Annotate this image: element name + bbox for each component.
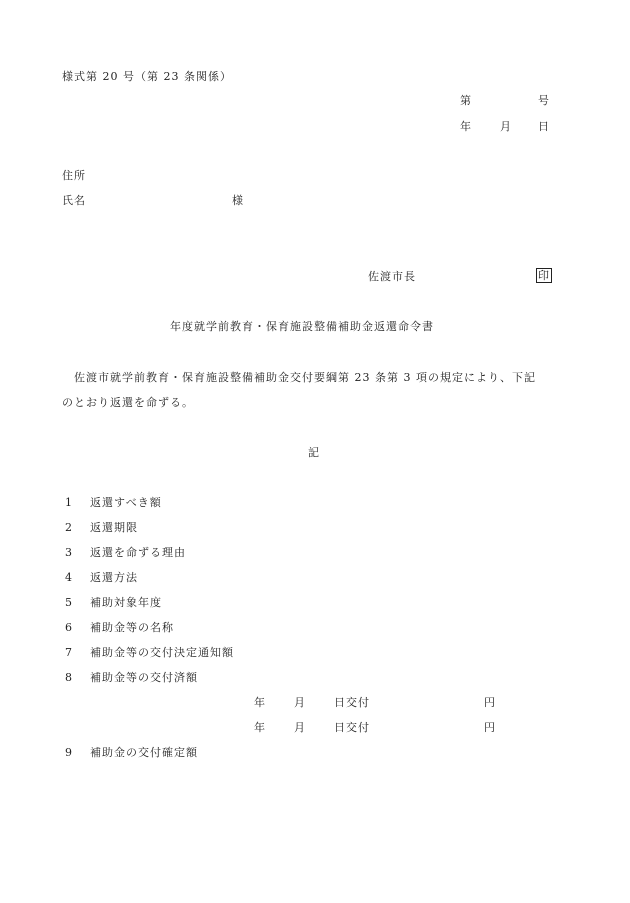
item-label: 補助対象年度 [90, 596, 162, 609]
doc-number-go: 号 [538, 94, 550, 107]
payment-yen: 円 [484, 696, 496, 709]
item-number: 1 [65, 496, 73, 509]
name-label: 氏名 [62, 194, 86, 207]
item-number: 5 [65, 596, 73, 609]
item-number: 9 [65, 746, 73, 759]
item-label: 補助金等の交付済額 [90, 671, 198, 684]
address-label: 住所 [62, 169, 86, 182]
doc-date-day: 日 [538, 120, 550, 133]
body-line-1: 佐渡市就学前教育・保育施設整備補助金交付要綱第 23 条第 3 項の規定により、下記 [74, 371, 536, 384]
item-number: 4 [65, 571, 73, 584]
body-line-2: のとおり返還を命ずる。 [62, 396, 194, 409]
seal-mark [536, 268, 552, 283]
item-label: 補助金等の名称 [90, 621, 174, 634]
form-id: 様式第 20 号（第 23 条関係） [62, 70, 232, 83]
issuer-title: 佐渡市長 [368, 270, 416, 283]
payment-day: 日交付 [334, 721, 370, 734]
payment-month: 月 [294, 721, 306, 734]
item-number: 7 [65, 646, 73, 659]
ki-heading: 記 [308, 446, 320, 459]
payment-year: 年 [254, 696, 266, 709]
item-number: 2 [65, 521, 73, 534]
seal-label: 印 [538, 269, 550, 282]
item-label: 返還方法 [90, 571, 138, 584]
doc-number-dai: 第 [460, 94, 472, 107]
doc-date-year: 年 [460, 120, 472, 133]
item-number: 6 [65, 621, 73, 634]
payment-day: 日交付 [334, 696, 370, 709]
payment-month: 月 [294, 696, 306, 709]
doc-date-month: 月 [500, 120, 512, 133]
item-number: 8 [65, 671, 73, 684]
item-number: 3 [65, 546, 73, 559]
item-label: 返還すべき額 [90, 496, 162, 509]
item-label: 補助金等の交付決定通知額 [90, 646, 234, 659]
payment-yen: 円 [484, 721, 496, 734]
item-label: 返還期限 [90, 521, 138, 534]
item-label: 返還を命ずる理由 [90, 546, 186, 559]
payment-year: 年 [254, 721, 266, 734]
document-title: 年度就学前教育・保育施設整備補助金返還命令書 [170, 320, 434, 333]
item-label: 補助金の交付確定額 [90, 746, 198, 759]
honorific: 様 [232, 194, 244, 207]
